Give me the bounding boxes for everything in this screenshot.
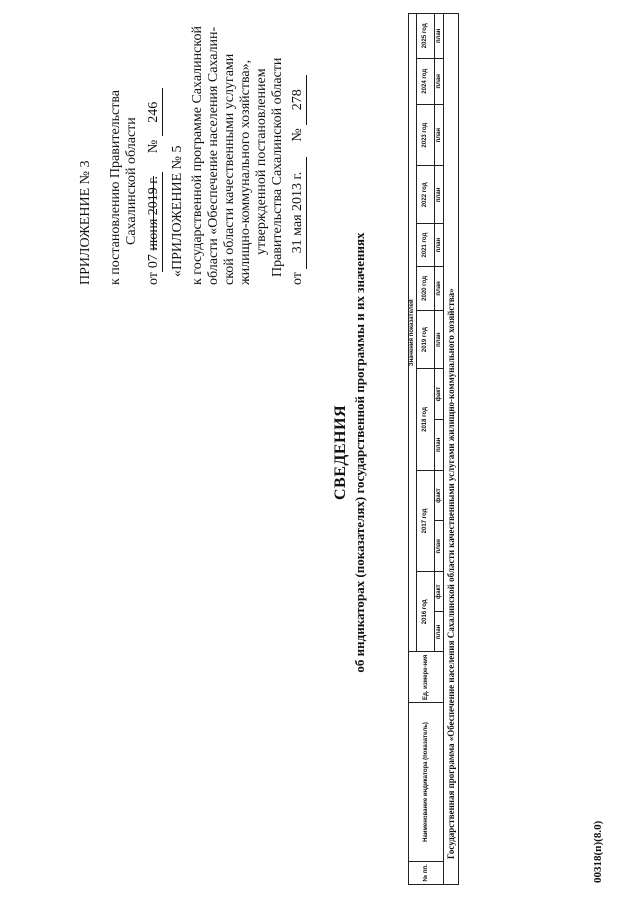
- sub-header: план: [435, 166, 444, 224]
- sub-header: факт: [435, 369, 444, 420]
- year-header: 2023 год: [417, 105, 435, 166]
- handwritten-date: 07: [146, 254, 161, 269]
- number-label: №: [146, 139, 161, 154]
- struck-date: июня 2019 г.: [146, 176, 161, 251]
- appendix-line: к постановлению Правительства: [108, 89, 123, 285]
- appendix-title: ПРИЛОЖЕНИЕ № 3: [78, 160, 93, 285]
- year-header: 2020 год: [417, 266, 435, 310]
- prior-appendix-line: утвержденной постановлением: [254, 68, 269, 255]
- header-values: Значения показателей: [409, 14, 417, 652]
- sub-header: план: [435, 224, 444, 266]
- prior-appendix-line: области «Обеспечение населения Сахалин-: [206, 26, 221, 285]
- year-header: 2019 год: [417, 311, 435, 369]
- year-header: 2018 год: [417, 369, 435, 470]
- appendix-block: [78, 15, 308, 285]
- prior-appendix-line: к государственной программе Сахалинской: [190, 26, 205, 285]
- sub-header: план: [435, 14, 444, 59]
- prior-appendix-line: ской области качественными услугами: [222, 53, 237, 285]
- sub-header: план: [435, 58, 444, 105]
- header-name: Наименование индикатора (показатель): [409, 703, 444, 862]
- header-unit: Ед. измере-ния: [409, 652, 444, 703]
- sub-header: факт: [435, 470, 444, 521]
- indicators-table: [408, 13, 459, 885]
- number-value: 246: [146, 88, 163, 136]
- appendix-line: Сахалинской области: [124, 117, 139, 245]
- prior-appendix-line: жилищно-коммунального хозяйства»,: [238, 59, 253, 285]
- document-title: СВЕДЕНИЯ: [332, 404, 349, 501]
- program-row: Государственная программа «Обеспечение населения Сахалинской области качественными услугами жилищно-коммунального хозяйства»: [444, 14, 459, 885]
- year-header: 2024 год: [417, 58, 435, 105]
- date-prefix: от: [290, 272, 305, 285]
- header-num: № пп.: [409, 861, 444, 884]
- sub-header: план: [435, 266, 444, 310]
- year-header: 2017 год: [417, 470, 435, 571]
- date-value: 31 мая 2013 г.: [290, 157, 307, 269]
- footer-code: 00318(п)(8.0): [592, 820, 604, 883]
- sub-header: план: [435, 419, 444, 470]
- year-header: 2021 год: [417, 224, 435, 266]
- appendix-date-line: [146, 88, 163, 285]
- sub-header: план: [435, 105, 444, 166]
- number-label: №: [290, 128, 305, 142]
- document-subtitle: об индикаторах (показателях) государственной программы и их значениях: [352, 232, 367, 673]
- year-header: 2016 год: [417, 572, 435, 652]
- sub-header: план: [435, 612, 444, 652]
- year-header: 2025 год: [417, 14, 435, 59]
- sub-header: план: [435, 521, 444, 572]
- year-header: 2022 год: [417, 166, 435, 224]
- date-prefix: от: [146, 272, 161, 285]
- sub-header: факт: [435, 572, 444, 612]
- date-field: [146, 172, 163, 272]
- sub-header: план: [435, 311, 444, 369]
- prior-appendix-date-line: [290, 75, 307, 285]
- prior-appendix-title: «ПРИЛОЖЕНИЕ № 5: [170, 145, 185, 277]
- prior-appendix-line: Правительства Сахалинской области: [270, 57, 285, 277]
- number-value: 278: [290, 75, 307, 125]
